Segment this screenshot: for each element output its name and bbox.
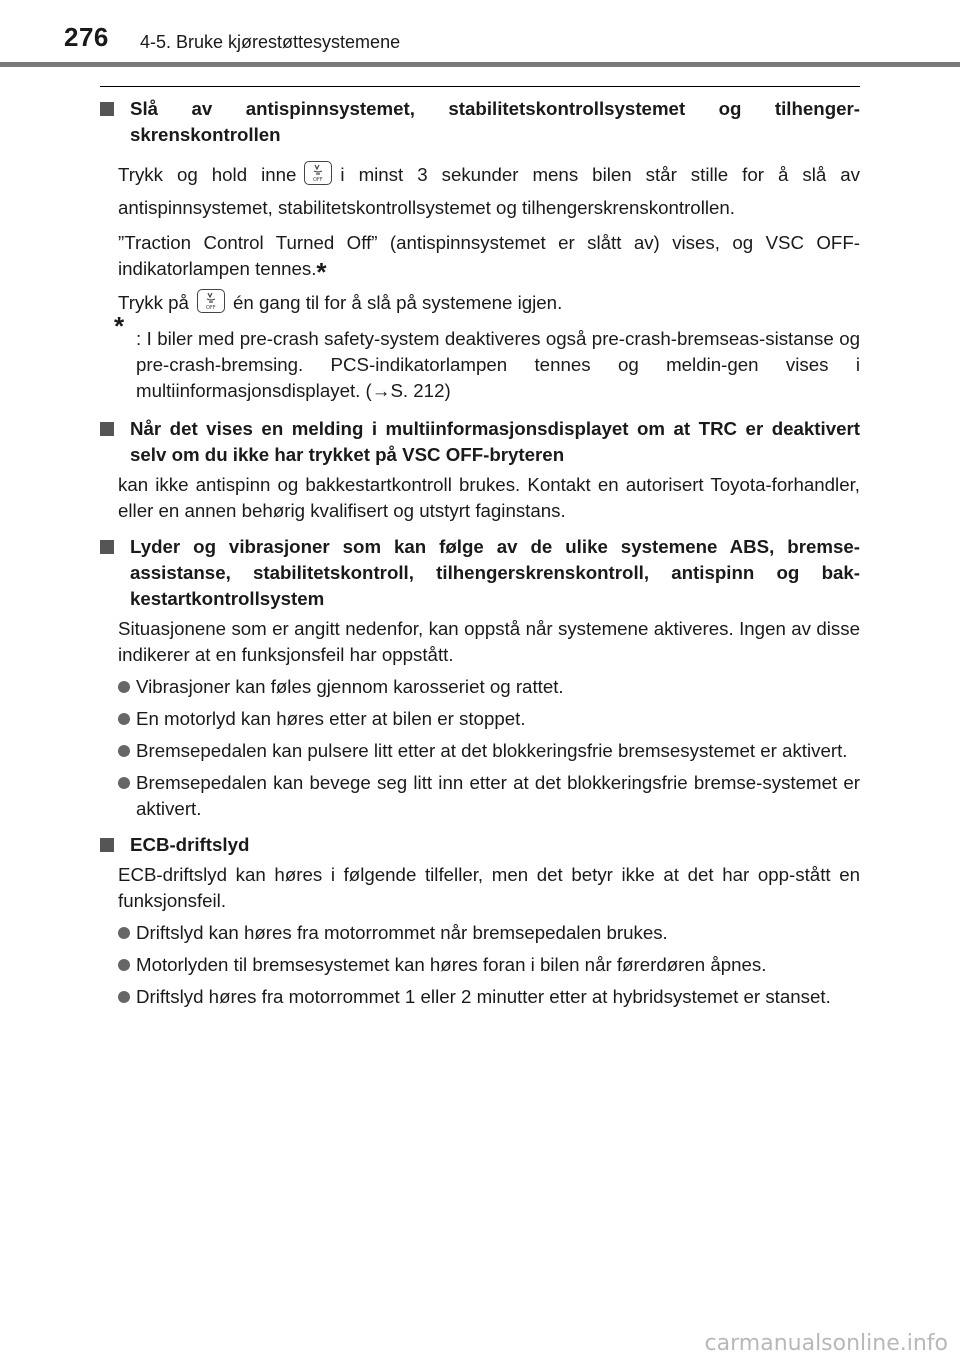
svg-text:OFF: OFF xyxy=(205,305,216,310)
paragraph: kan ikke antispinn og bakkestartkontroll brukes. Kontakt en autorisert Toyota-forhandler, eller en annen behørig kvalifisert og utstyrt faginstans. xyxy=(118,474,860,521)
round-bullet-icon xyxy=(118,745,130,757)
section-heading: Lyder og vibrasjoner som kan følge av de ulike systemene ABS, bremse-assistanse, stabilitetskontroll, tilhengerskrenskontroll, antispinn og bak-kestartkontrollsystem xyxy=(100,534,860,612)
page-content xyxy=(100,96,860,1010)
svg-text:OFF: OFF xyxy=(313,177,324,182)
square-bullet-icon xyxy=(100,838,114,852)
section-heading: Når det vises en melding i multiinformasjonsdisplayet om at TRC er deaktivert selv om du ikke har trykket på VSC OFF-bryteren xyxy=(100,416,860,468)
paragraph: ECB-driftslyd kan høres i følgende tilfeller, men det betyr ikke at det har opp-stått en funksjonsfeil. xyxy=(118,864,860,911)
header-section-title: 4-5. Bruke kjørestøttesystemene xyxy=(140,32,401,52)
list-item: Driftslyd kan høres fra motorrommet når bremsepedalen brukes. xyxy=(100,920,860,946)
vsc-off-button-icon xyxy=(304,161,332,185)
list-item: Vibrasjoner kan føles gjennom karosseriet og rattet. xyxy=(100,674,860,700)
footnote: * : I biler med pre-crash safety-system deaktiveres også pre-crash-bremseas-sistanse og pre-crash-bremsing. PCS-indikatorlampen tennes og meldin-gen vises i multiinformasjonsdisplayet. (→S. 212) xyxy=(114,311,860,401)
round-bullet-icon xyxy=(118,681,130,693)
round-bullet-icon xyxy=(118,927,130,939)
vsc-off-button-icon xyxy=(197,289,225,313)
section-ecb-sound xyxy=(100,832,860,1010)
section-heading: ECB-driftslyd xyxy=(100,832,860,858)
list-item: Bremsepedalen kan bevege seg litt inn etter at det blokkeringsfrie bremse-systemet er aktivert. xyxy=(100,770,860,822)
watermark-text: carmanualsonline.info xyxy=(704,1331,948,1356)
list-item: Motorlyden til bremsesystemet kan høres foran i bilen når førerdøren åpnes. xyxy=(100,952,860,978)
paragraph: Trykk og hold inne OFF i minst 3 sekunder mens bilen står stille for å slå av antispinnsystemet, stabilitetskontrollsystemet og tilhengerskrenskontrollen. xyxy=(100,158,860,224)
square-bullet-icon xyxy=(100,540,114,554)
round-bullet-icon xyxy=(118,991,130,1003)
paragraph: Trykk på OFF én gang til for å slå på systemene igjen. xyxy=(100,288,860,318)
header-rule xyxy=(0,62,960,67)
paragraph: Situasjonene som er angitt nedenfor, kan oppstå når systemene aktiveres. Ingen av disse indikerer at en funksjonsfeil har oppstått. xyxy=(118,618,860,665)
round-bullet-icon xyxy=(118,959,130,971)
paragraph: ”Traction Control Turned Off” (antispinnsystemet er slått av) vises, og VSC OFF-indikatorlampen tennes.* xyxy=(118,232,860,287)
list-item: Driftslyd høres fra motorrommet 1 eller 2 minutter etter at hybridsystemet er stanset. xyxy=(100,984,860,1010)
square-bullet-icon xyxy=(100,102,114,116)
page-number: 276 xyxy=(64,22,109,52)
list-item: En motorlyd kan høres etter at bilen er stoppet. xyxy=(100,706,860,732)
section-sounds-vibrations xyxy=(100,534,860,822)
top-rule xyxy=(100,86,860,87)
section-disable-systems xyxy=(100,96,860,404)
section-trc-message xyxy=(100,416,860,524)
round-bullet-icon xyxy=(118,713,130,725)
list-item: Bremsepedalen kan pulsere litt etter at det blokkeringsfrie bremsesystemet er aktivert. xyxy=(100,738,860,764)
footnote-mark: * xyxy=(316,257,327,287)
section-heading: Slå av antispinnsystemet, stabilitetskontrollsystemet og tilhenger-skrenskontrollen xyxy=(100,96,860,148)
square-bullet-icon xyxy=(100,422,114,436)
round-bullet-icon xyxy=(118,777,130,789)
